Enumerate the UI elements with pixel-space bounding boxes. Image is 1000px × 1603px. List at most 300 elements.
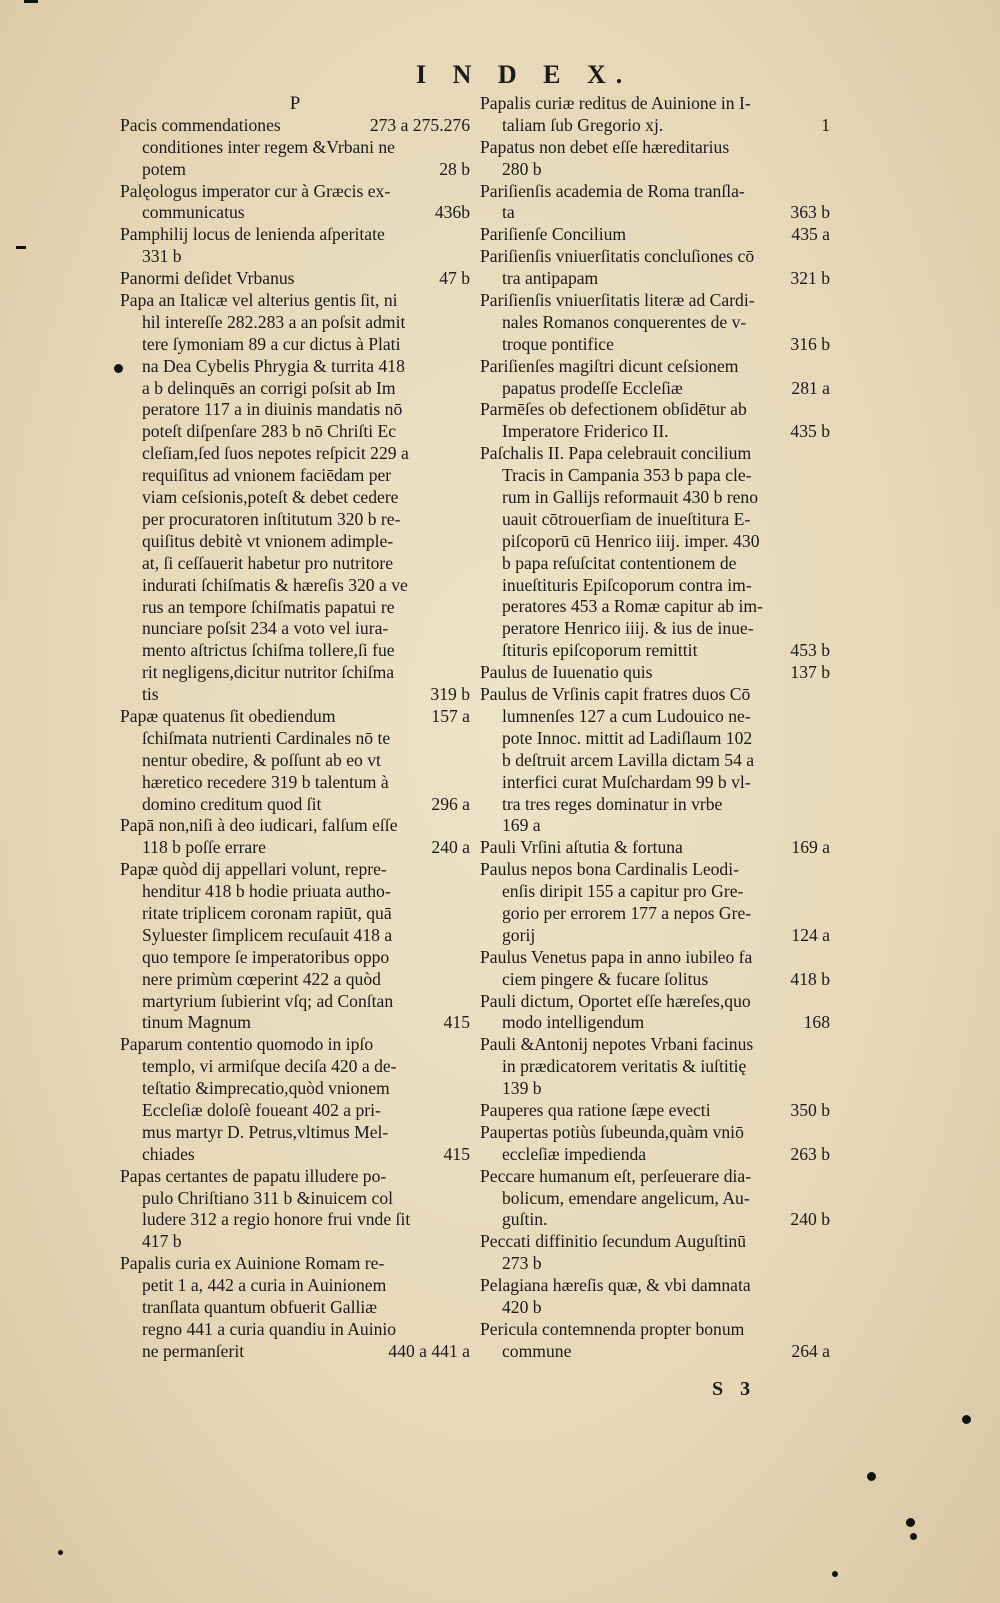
entry-text: quo tempore ſe imperatoribus oppo [142, 946, 390, 967]
index-entry [120, 859, 470, 1034]
entry-line [480, 1166, 830, 1188]
entry-text: teſtatio &imprecatio,quòd vnionem [142, 1078, 390, 1099]
page-reference [824, 443, 830, 465]
page-reference [464, 1034, 470, 1056]
entry-line [480, 859, 830, 881]
page-reference [824, 1034, 830, 1056]
entry-line [480, 794, 830, 816]
index-entry [480, 1122, 830, 1166]
index-entry [120, 1034, 470, 1165]
margin-speck [867, 1472, 876, 1481]
entry-text: taliam ſub Gregorio xj. [502, 114, 664, 135]
entry-line [480, 1122, 830, 1144]
entry-text: Paulus de Vrſinis capit fratres duos Cō [480, 684, 751, 705]
page-reference [464, 991, 470, 1013]
index-entry [480, 93, 830, 137]
page-reference [464, 1188, 470, 1210]
entry-line [120, 1341, 470, 1363]
page-reference: 436b [434, 202, 470, 223]
entry-text: Pauli &Antonij nepotes Vrbani facinus [480, 1034, 754, 1055]
entry-line [480, 1231, 830, 1253]
page-reference: 28 b [439, 158, 470, 179]
entry-text: communicatus [142, 202, 245, 223]
entry-line [480, 750, 830, 772]
page-reference [824, 553, 830, 575]
page-reference [824, 750, 830, 772]
margin-speck [906, 1518, 915, 1527]
entry-text: nunciare poſsit 234 a voto vel iura- [142, 618, 389, 639]
entry-line [120, 1056, 470, 1078]
entry-text: ne permanſerit [142, 1340, 245, 1361]
entry-line [120, 1319, 470, 1341]
page-reference [824, 881, 830, 903]
entry-line [120, 1166, 470, 1188]
page-reference: 124 a [791, 924, 830, 945]
entry-line [120, 684, 470, 706]
entry-line [120, 509, 470, 531]
entry-text: inueſtituris Epiſcoporum contra im- [502, 574, 752, 595]
page-reference [824, 859, 830, 881]
page-reference [464, 859, 470, 881]
page-reference [824, 1275, 830, 1297]
entry-text: rus an tempore ſchiſmatis papatui re [142, 596, 395, 617]
entry-text: requiſitus ad vnionem faciēdam per [142, 465, 392, 486]
entry-line [120, 159, 470, 181]
page-reference [464, 1122, 470, 1144]
index-entry [480, 662, 830, 684]
entry-text: Paulus de Iuuenatio quis [480, 662, 653, 683]
page-reference [824, 618, 830, 640]
entry-text: nere primùm cœperint 422 a quòd [142, 968, 381, 989]
entry-line [120, 356, 470, 378]
entry-line [120, 1100, 470, 1122]
index-entry [480, 947, 830, 991]
entry-line [120, 421, 470, 443]
entry-text: na Dea Cybelis Phrygia & turrita 418 [142, 355, 405, 376]
entry-line [120, 246, 470, 268]
page-reference [464, 224, 470, 246]
index-entry [120, 290, 470, 706]
entry-text: rum in Gallijs reformauit 430 b reno [502, 487, 759, 508]
entry-text: 118 b poſſe errare [142, 837, 266, 858]
page-reference [824, 1188, 830, 1210]
page-reference: 440 a 441 a [388, 1340, 470, 1361]
entry-text: tra tres reges dominatur in vrbe [502, 793, 723, 814]
entry-line [120, 662, 470, 684]
index-entry [120, 815, 470, 859]
page-reference: 321 b [790, 268, 830, 289]
page-reference: 157 a [431, 705, 470, 726]
index-entry [480, 1231, 830, 1275]
entry-line [120, 947, 470, 969]
entry-line [120, 1188, 470, 1210]
margin-speck [910, 1533, 917, 1540]
page-reference [464, 378, 470, 400]
entry-text: pote Innoc. mittit ad Ladiſlaum 102 [502, 727, 753, 748]
entry-text: Paupertas potiùs ſubeunda,quàm vniō [480, 1121, 744, 1142]
page-reference [464, 1100, 470, 1122]
page-reference [824, 991, 830, 1013]
page-reference [824, 947, 830, 969]
page-reference [464, 334, 470, 356]
entry-text: enſis diripit 155 a capitur pro Gre- [502, 881, 744, 902]
page-reference [824, 684, 830, 706]
entry-text: guſtin. [502, 1209, 548, 1230]
page-reference: 316 b [790, 333, 830, 354]
entry-line [480, 181, 830, 203]
page-reference: 47 b [439, 268, 470, 289]
page-reference [824, 531, 830, 553]
entry-text: interfici curat Muſchardam 99 b vl- [502, 771, 751, 792]
entry-text: tis [142, 684, 159, 705]
entry-line [120, 465, 470, 487]
index-entry [480, 224, 830, 246]
page-reference [824, 246, 830, 268]
index-entry [120, 224, 470, 268]
entry-line [480, 487, 830, 509]
entry-text: Papæ quòd dij appellari volunt, repre- [120, 859, 387, 880]
entry-line [120, 1275, 470, 1297]
entry-text: potem [142, 158, 186, 179]
entry-line [480, 1056, 830, 1078]
entry-line [120, 706, 470, 728]
entry-line [120, 1231, 470, 1253]
entry-line [480, 137, 830, 159]
page-reference: 296 a [431, 793, 470, 814]
entry-line [480, 575, 830, 597]
entry-line [480, 1100, 830, 1122]
entry-line [120, 334, 470, 356]
entry-text: Pariſienſis vniuerſitatis concluſiones cō [480, 246, 755, 267]
page-reference [464, 1297, 470, 1319]
entry-line [120, 1144, 470, 1166]
entry-text: 280 b [502, 158, 542, 179]
page-reference: 319 b [430, 684, 470, 705]
page-reference: 264 a [791, 1340, 830, 1361]
page-reference: 281 a [791, 377, 830, 398]
entry-line [120, 1078, 470, 1100]
entry-text: Pariſienſe Concilium [480, 224, 627, 245]
page-reference: 415 [443, 1012, 470, 1033]
entry-text: cleſiam,ſed ſuos nepotes reſpicit 229 a [142, 443, 409, 464]
page-reference [464, 662, 470, 684]
entry-text: tra antipapam [502, 268, 599, 289]
entry-line [480, 1012, 830, 1034]
page-reference [824, 575, 830, 597]
entry-line [120, 181, 470, 203]
page-reference: 435 a [791, 224, 830, 245]
index-entry [480, 1166, 830, 1232]
entry-text: regno 441 a curia quandiu in Auinio [142, 1318, 397, 1339]
signature-mark: S 3 [712, 1378, 757, 1400]
page-reference [464, 772, 470, 794]
entry-line [120, 597, 470, 619]
entry-text: Papatus non debet eſſe hæreditarius [480, 136, 730, 157]
page-reference [824, 356, 830, 378]
entry-line [120, 575, 470, 597]
entry-text: Papæ quatenus ſit obediendum [120, 705, 336, 726]
entry-line [120, 837, 470, 859]
entry-text: Eccleſiæ doloſè foueant 402 a pri- [142, 1099, 381, 1120]
page-header: I N D E X. [416, 60, 633, 89]
entry-line [120, 1034, 470, 1056]
page-reference [464, 181, 470, 203]
page-reference [824, 815, 830, 837]
page-reference [464, 443, 470, 465]
margin-speck [58, 1550, 63, 1555]
entry-line [120, 137, 470, 159]
entry-text: Pauli Vrſini aſtutia & fortuna [480, 837, 683, 858]
entry-line [480, 728, 830, 750]
index-entry [480, 991, 830, 1035]
entry-line [120, 925, 470, 947]
entry-text: Pariſienſes magiſtri dicunt ceſsionem [480, 355, 739, 376]
page-reference [824, 728, 830, 750]
page-reference [464, 246, 470, 268]
page-reference [464, 531, 470, 553]
entry-text: per procuratoren inſtitutum 320 b re- [142, 508, 401, 529]
index-entry [480, 1319, 830, 1363]
index-entry [120, 1253, 470, 1362]
page-reference: 350 b [790, 1099, 830, 1120]
entry-line [480, 618, 830, 640]
entry-text: Pacis commendationes [120, 114, 281, 135]
entry-line [480, 1319, 830, 1341]
entry-line [480, 268, 830, 290]
margin-speck [114, 364, 123, 373]
entry-text: Syluester ſimplicem recuſauit 418 a [142, 924, 393, 945]
entry-line [480, 772, 830, 794]
entry-line [480, 421, 830, 443]
page-reference [824, 1078, 830, 1100]
section-letter: P [289, 93, 301, 114]
entry-text: viam ceſsionis,poteſt & debet cedere [142, 487, 399, 508]
entry-text: ludere 312 a regio honore frui vnde ſit [142, 1209, 411, 1230]
entry-line [480, 706, 830, 728]
page-reference: 240 a [431, 837, 470, 858]
entry-text: 273 b [502, 1253, 542, 1274]
page-reference [464, 640, 470, 662]
entry-line [480, 1144, 830, 1166]
page-reference [824, 137, 830, 159]
entry-line [480, 684, 830, 706]
page-reference: 435 b [790, 421, 830, 442]
page-reference [824, 1297, 830, 1319]
entry-line [120, 618, 470, 640]
entry-line [480, 93, 830, 115]
right-column [480, 93, 830, 1363]
index-entry [480, 859, 830, 947]
entry-text: nales Romanos conquerentes de v- [502, 311, 747, 332]
entry-line [480, 815, 830, 837]
entry-line [120, 399, 470, 421]
entry-text: tere ſymoniam 89 a cur dictus à Plati [142, 333, 401, 354]
entry-line [480, 1209, 830, 1231]
index-entry [480, 290, 830, 356]
entry-text: b papa reſuſcitat contentionem de [502, 552, 737, 573]
page-reference [464, 1231, 470, 1253]
page-reference [464, 969, 470, 991]
entry-line [120, 378, 470, 400]
entry-text: a b delinquēs an corrigi poſsit ab Im [142, 377, 396, 398]
page-reference [824, 290, 830, 312]
entry-line [480, 1341, 830, 1363]
entry-text: modo intelligendum [502, 1012, 645, 1033]
index-entry [480, 1275, 830, 1319]
entry-text: rit negligens,dicitur nutritor ſchiſma [142, 662, 395, 683]
entry-text: commune [502, 1340, 572, 1361]
entry-line [480, 1253, 830, 1275]
entry-text: nentur obedire, & poſſunt ab eo vt [142, 749, 381, 770]
entry-line [480, 202, 830, 224]
entry-text: Imperatore Friderico II. [502, 421, 669, 442]
entry-text: tinum Magnum [142, 1012, 251, 1033]
entry-line [120, 969, 470, 991]
page-reference [824, 399, 830, 421]
page-reference [464, 487, 470, 509]
entry-text: eccleſiæ impedienda [502, 1143, 647, 1164]
entry-line [120, 750, 470, 772]
entry-line [480, 334, 830, 356]
entry-text: piſcoporū cū Henrico iiij. imper. 430 [502, 530, 760, 551]
index-entry [120, 1166, 470, 1254]
page-reference [824, 1253, 830, 1275]
entry-line [480, 596, 830, 618]
entry-line [120, 1122, 470, 1144]
entry-line [120, 815, 470, 837]
entry-line [480, 662, 830, 684]
page-reference [464, 947, 470, 969]
entry-line [480, 553, 830, 575]
page-reference: 1 [821, 114, 830, 135]
entry-line [480, 991, 830, 1013]
margin-speck [24, 0, 38, 3]
page-reference [464, 903, 470, 925]
index-entry [480, 443, 830, 662]
entry-text: mus martyr D. Petrus,vltimus Mel- [142, 1121, 389, 1142]
entry-text: Papalis curia ex Auinione Romam re- [120, 1253, 385, 1274]
page-reference [464, 1056, 470, 1078]
entry-text: Paparum contentio quomodo in ipſo [120, 1034, 374, 1055]
margin-speck [962, 1415, 971, 1424]
page-reference [464, 728, 470, 750]
entry-line [480, 246, 830, 268]
page-reference: 363 b [790, 202, 830, 223]
entry-text: conditiones inter regem &Vrbani ne [142, 136, 395, 157]
entry-line [480, 356, 830, 378]
entry-line [480, 312, 830, 334]
entry-text: ritate triplicem coronam rapiūt, quā [142, 902, 392, 923]
page-reference: 273 a 275.276 [369, 114, 470, 135]
entry-line [480, 969, 830, 991]
page-reference [464, 399, 470, 421]
page-reference [824, 1056, 830, 1078]
entry-text: gorio per errorem 177 a nepos Gre- [502, 902, 752, 923]
page-reference [824, 1319, 830, 1341]
page-reference [824, 1122, 830, 1144]
entry-line [480, 903, 830, 925]
entry-text: indurati ſchiſmatis & hæreſis 320 a ve [142, 574, 408, 595]
entry-text: ciem pingere & fucare ſolitus [502, 968, 709, 989]
entry-text: tranſlata quantum obfuerit Galliæ [142, 1297, 378, 1317]
entry-line [480, 443, 830, 465]
index-entry [480, 1034, 830, 1100]
page-reference [464, 618, 470, 640]
entry-text: Pericula contemnenda propter bonum [480, 1318, 745, 1339]
page-reference [824, 772, 830, 794]
entry-text: gorij [502, 924, 536, 945]
entry-text: troque pontifice [502, 333, 614, 354]
entry-line [120, 553, 470, 575]
entry-line [120, 1012, 470, 1034]
page-reference [464, 312, 470, 334]
entry-text: Pauperes qua ratione ſæpe evecti [480, 1099, 711, 1120]
entry-text: ta [502, 202, 515, 223]
index-entry [480, 399, 830, 443]
entry-line [480, 465, 830, 487]
page-reference [464, 356, 470, 378]
entry-text: at, ſi ceſſauerit habetur pro nutritore [142, 552, 394, 573]
entry-text: Peccati diffinitio ſecundum Auguſtinū [480, 1231, 746, 1252]
entry-text: Panormi deſidet Vrbanus [120, 268, 295, 289]
page-reference [824, 596, 830, 618]
page-reference [464, 1166, 470, 1188]
entry-line [120, 115, 470, 137]
entry-line [480, 837, 830, 859]
entry-line [120, 903, 470, 925]
entry-text: petit 1 a, 442 a curia in Auinionem [142, 1275, 387, 1296]
page-reference: 263 b [790, 1143, 830, 1164]
entry-line [120, 202, 470, 224]
entry-line [120, 1209, 470, 1231]
page-reference [824, 1166, 830, 1188]
entry-text: bolicum, emendare angelicum, Au- [502, 1187, 750, 1208]
entry-line [120, 290, 470, 312]
index-entry [480, 837, 830, 859]
page-reference [464, 750, 470, 772]
entry-line [480, 224, 830, 246]
entry-text: 331 b [142, 246, 182, 267]
entry-line [120, 794, 470, 816]
entry-line [120, 772, 470, 794]
entry-line [120, 531, 470, 553]
entry-line [120, 1297, 470, 1319]
page-reference [464, 1209, 470, 1231]
entry-text: pulo Chriſtiano 311 b &inuicem col [142, 1187, 394, 1208]
page-reference [824, 794, 830, 816]
entry-line [480, 1034, 830, 1056]
entry-text: 139 b [502, 1078, 542, 1099]
index-entry [480, 137, 830, 181]
index-entry [480, 1100, 830, 1122]
page-reference [464, 575, 470, 597]
page-reference [464, 421, 470, 443]
page-reference: 137 b [790, 662, 830, 683]
right-entry-list [480, 93, 830, 1363]
entry-line [480, 509, 830, 531]
entry-text: lumnenſes 127 a cum Ludouico ne- [502, 705, 751, 726]
page-reference [824, 487, 830, 509]
page-reference [464, 881, 470, 903]
entry-text: Parmēſes ob defectionem obſidētur ab [480, 399, 747, 420]
entry-line [120, 1253, 470, 1275]
entry-text: hæretico recedere 319 b talentum à [142, 771, 389, 792]
page-reference: 240 b [790, 1209, 830, 1230]
page-reference [824, 509, 830, 531]
entry-text: martyrium ſubierint vſq; ad Conſtan [142, 990, 394, 1011]
entry-text: Papā non,niſi à deo iudicari, falſum eſſe [120, 815, 398, 836]
entry-text: Pamphilij locus de lenienda aſperitate [120, 224, 385, 245]
